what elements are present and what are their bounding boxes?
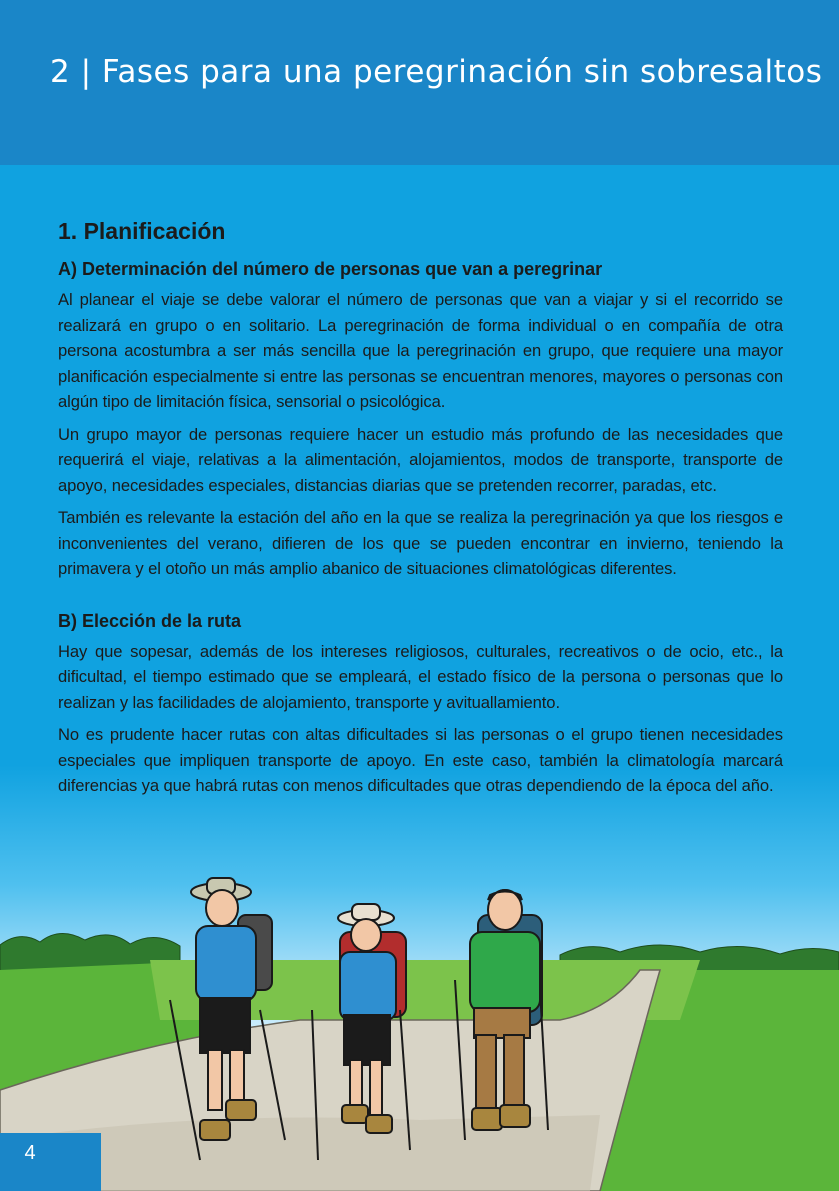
paragraph-b2: No es prudente hacer rutas con altas dificultades si las personas o el grupo tienen necesidades especiales que impliquen transporte de apoyo. En este caso, también la climatología marcará diferencias ya que habrá rutas con menos dificultades que otras dependiendo de la época del año. xyxy=(58,725,783,795)
paragraph-a1: Al planear el viaje se debe valorar el número de personas que van a viajar y si el recorrido se realizará en grupo o en solitario. La peregrinación de forma individual o en compañía de otra persona acostumbra a ser más sencilla que la peregrinación en grupo, que requiere una mayor planificación especialmente si entre las personas se encuentran menores, mayores o personas con algún tipo de limitación física, sensorial o psicológica. xyxy=(58,290,783,411)
paragraph-b1: Hay que sopesar, además de los intereses religiosos, culturales, recreativos o de ocio, etc., la dificultad, el tiempo estimado que se empleará, el estado físico de la persona o personas que lo realizan y las facilidades de alojamiento, transporte y avituallamiento. xyxy=(58,641,783,712)
subsection-heading-b: B) Elección de la ruta xyxy=(58,610,242,631)
paragraph-a2: Un grupo mayor de personas requiere hacer un estudio más profundo de las necesidades que requerirá el viaje, relativas a la alimentación, alojamientos, modos de transporte, transporte de apoyo, necesidades especiales, distancias diarias que se pretenden recorrer, paradas, etc. xyxy=(58,424,783,495)
paragraph-a3: También es relevante la estación del año en la que se realiza la peregrinación ya que los riesgos e inconvenientes del verano, difieren de los que se pueden encontrar en invierno, teniendo la primavera y el otoño un más amplio abanico de situaciones climatológicas diferentes. xyxy=(58,508,783,578)
subsection-heading-a: A) Determinación del número de personas que van a peregrinar xyxy=(58,259,603,279)
hikers-illustration xyxy=(0,860,839,1191)
chapter-title: 2 | Fases para una peregrinación sin sobresaltos xyxy=(50,54,823,90)
section-title: 1. Planificación xyxy=(58,218,226,244)
section-spacer xyxy=(58,589,783,611)
main-content xyxy=(58,218,783,806)
page-number: 4 xyxy=(24,1142,36,1164)
